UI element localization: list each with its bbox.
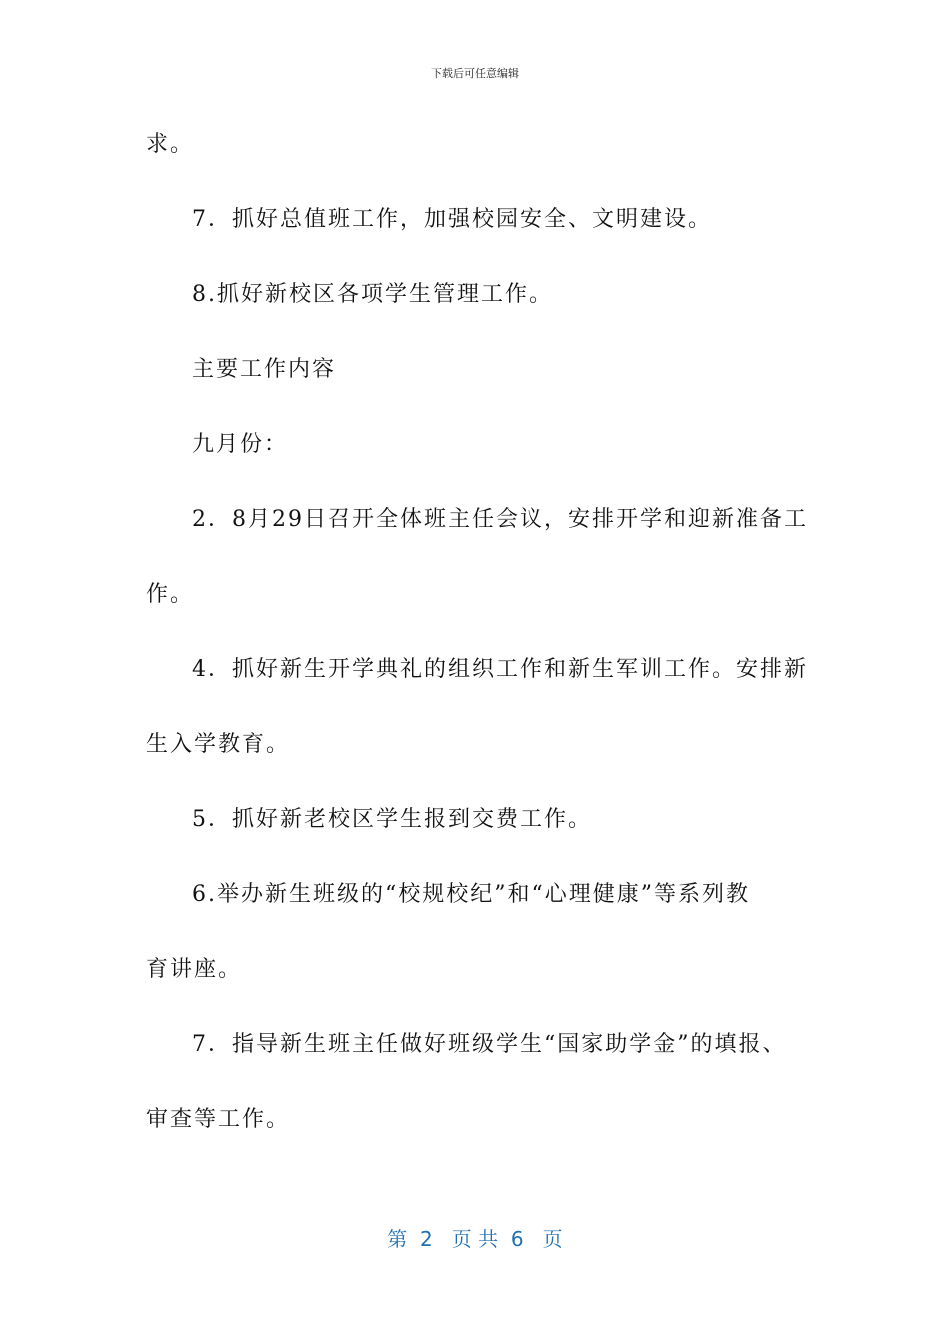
text-line: 7．指导新生班主任做好班级学生“国家助学金”的填报、 — [192, 1032, 787, 1057]
page-number-footer: 第 2 页 共 6 页 — [387, 1227, 563, 1251]
text-line: 5．抓好新老校区学生报到交费工作。 — [192, 807, 592, 832]
text-line: 求。 — [146, 132, 195, 157]
text-line: 7．抓好总值班工作，加强校园安全、文明建设。 — [192, 207, 712, 232]
section-heading: 主要工作内容 — [192, 357, 337, 382]
text-line: 作。 — [146, 582, 195, 607]
text-line: 审查等工作。 — [146, 1107, 291, 1132]
text-line: 2．8月29日召开全体班主任会议，安排开学和迎新准备工 — [192, 507, 808, 532]
text-line: 生入学教育。 — [146, 732, 291, 757]
text-line: 6.举办新生班级的“校规校纪”和“心理健康”等系列教 — [192, 882, 750, 907]
text-line: 育讲座。 — [146, 957, 243, 982]
text-line: 4．抓好新生开学典礼的组织工作和新生军训工作。安排新 — [192, 657, 808, 682]
month-heading: 九月份： — [192, 432, 289, 457]
page-header-note: 下载后可任意编辑 — [431, 67, 519, 80]
text-line: 8.抓好新校区各项学生管理工作。 — [192, 282, 553, 307]
